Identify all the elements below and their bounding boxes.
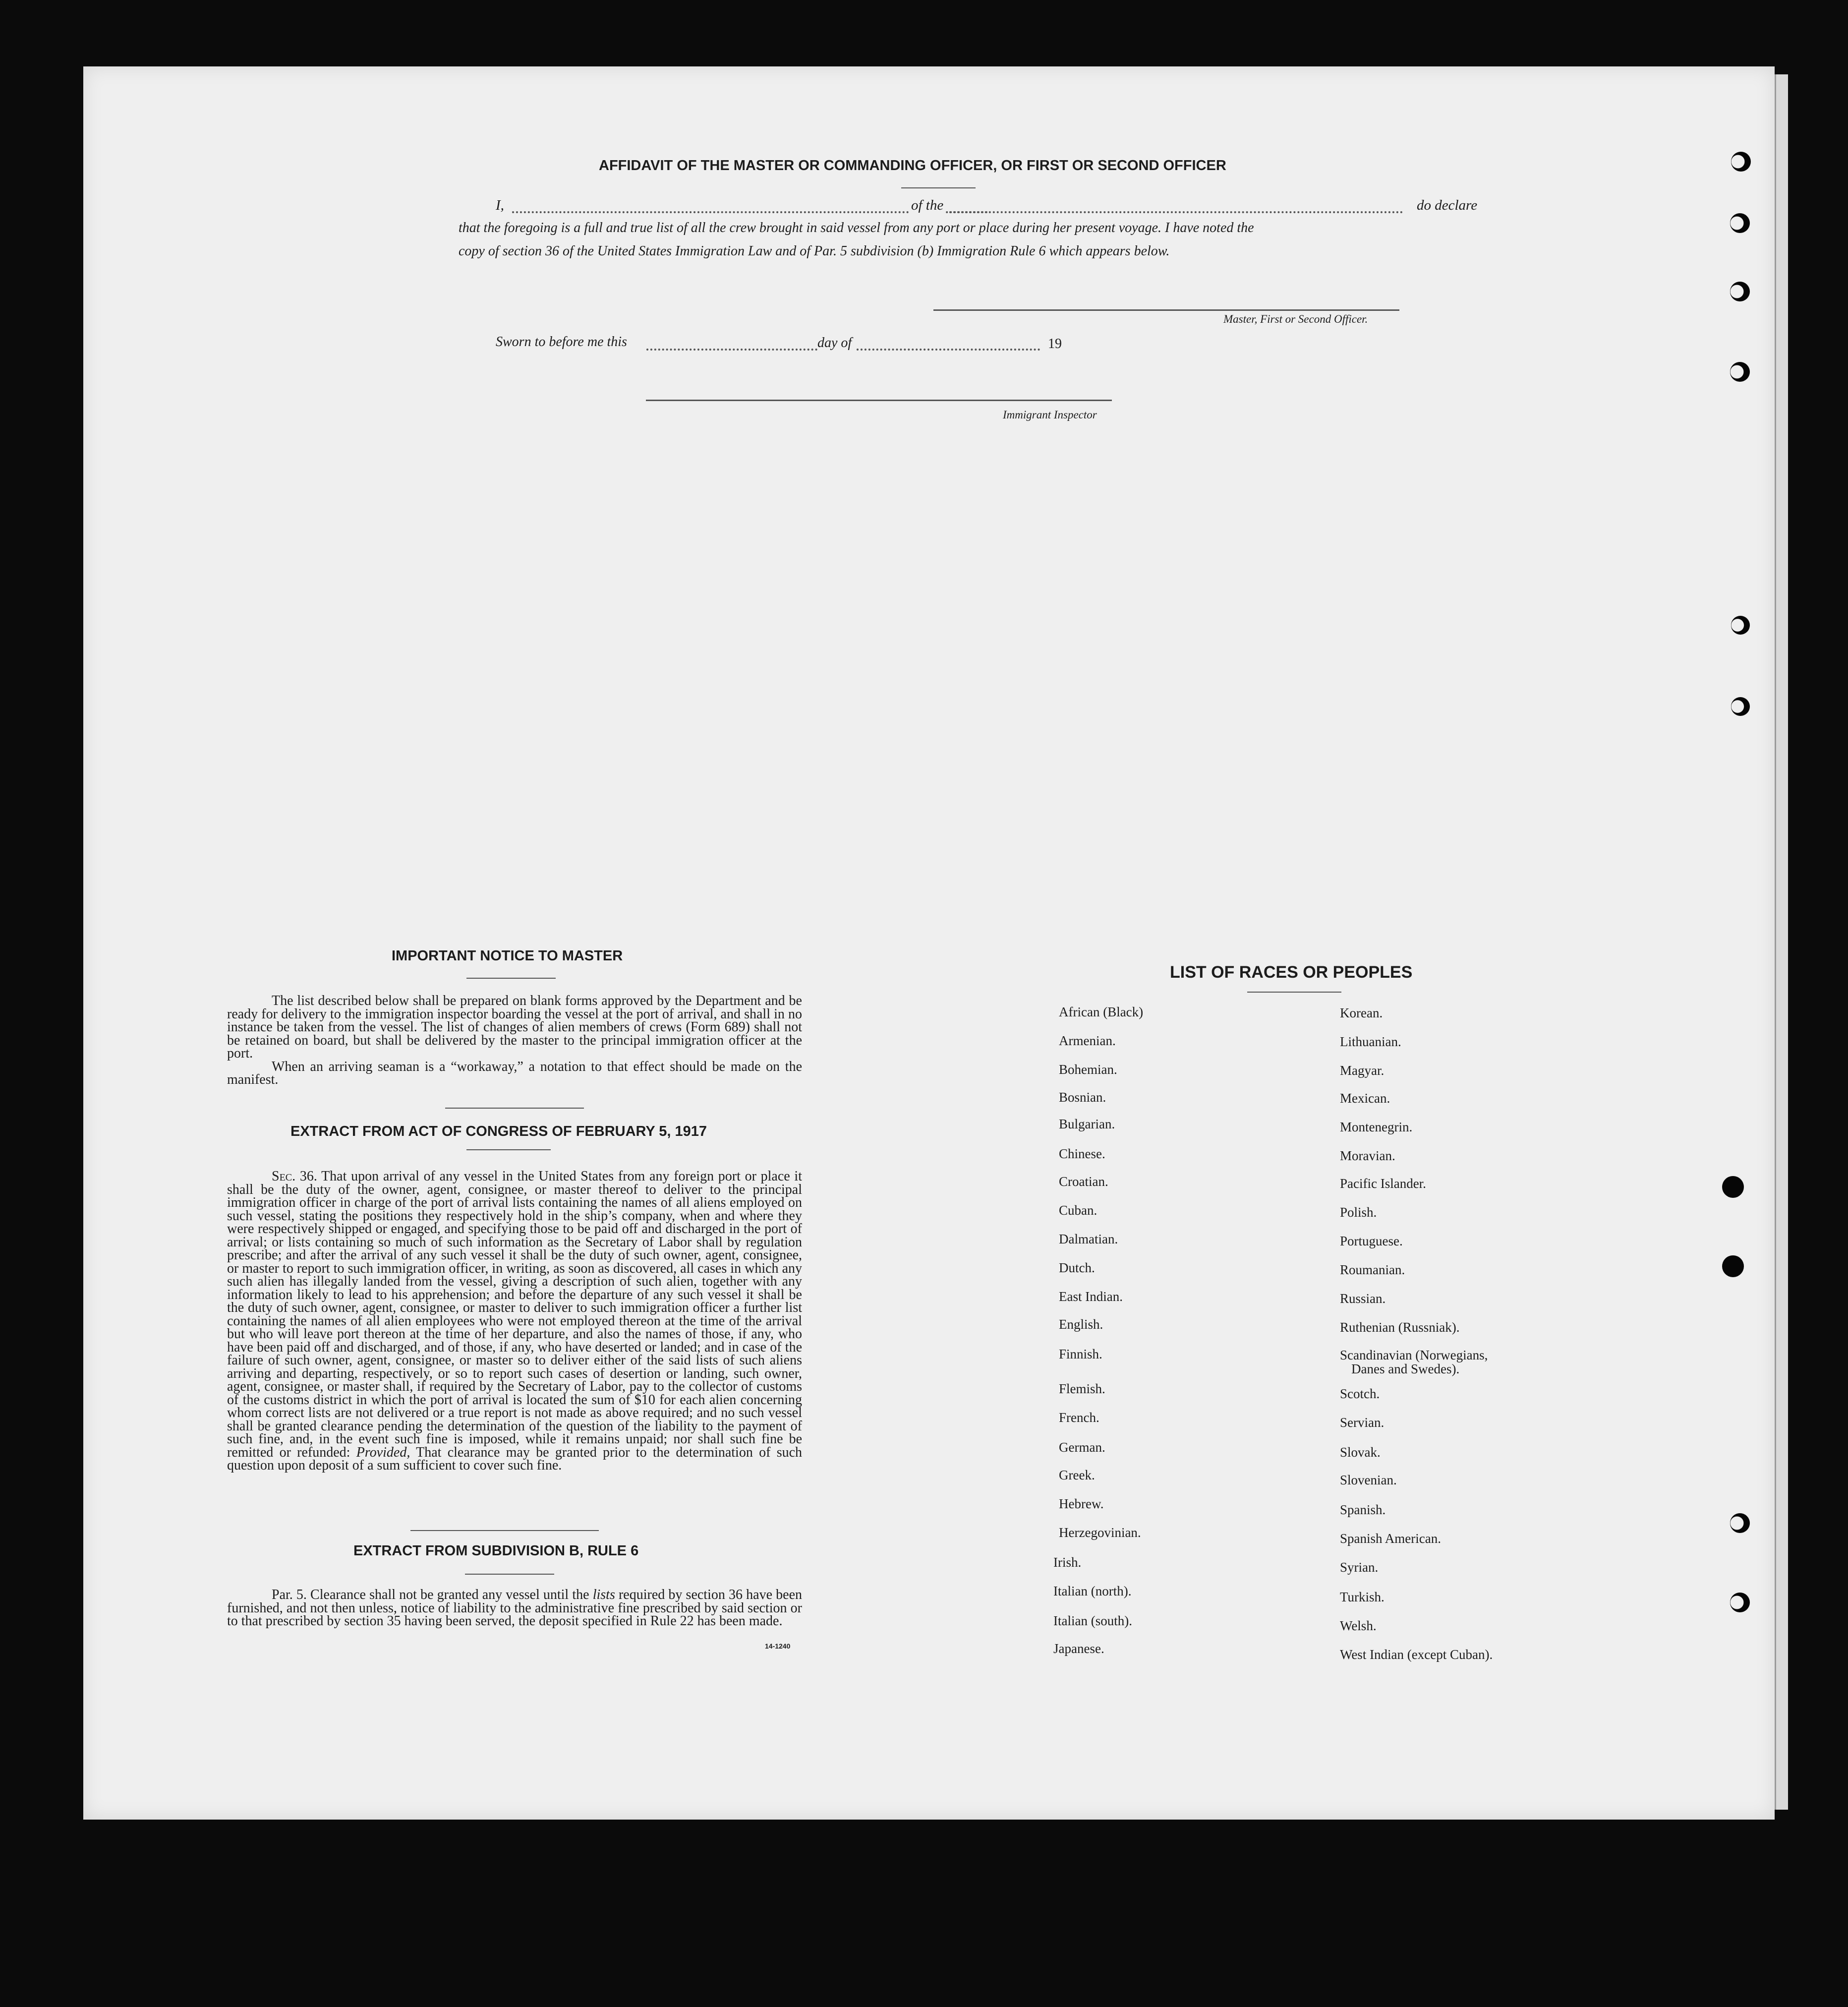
race-left-item: Dutch. — [1059, 1260, 1095, 1275]
race-left-item: English. — [1059, 1317, 1103, 1332]
race-left-item: Hebrew. — [1059, 1496, 1104, 1511]
race-right-item: Mexican. — [1340, 1091, 1390, 1106]
race-right-item: Turkish. — [1340, 1590, 1385, 1604]
race-left-item: Cuban. — [1059, 1203, 1097, 1218]
race-right-item: Slovak. — [1340, 1445, 1381, 1460]
section-divider-2 — [410, 1530, 599, 1531]
race-right-item: Montenegrin. — [1340, 1120, 1413, 1134]
affidavit-statement-line3: copy of section 36 of the United States Immigration Law and of Par. 5 subdivision (b) Immigration Rule 6 which appears below. — [459, 243, 1170, 259]
binder-hole — [1722, 1255, 1744, 1277]
binder-hole — [1722, 1176, 1744, 1198]
race-left-item: Chinese. — [1059, 1146, 1105, 1161]
notice-paragraph-1: The list described below shall be prepared on blank forms approved by the Department and be ready for delivery to the immigration inspector boarding the vessel at the port of arrival, and shall in no instance be taken from the vessel. The list of changes of alien members of crews (Form 689) shall not be retained on board, but shall be delivered by the master to the principal immigration officer at the port. — [227, 993, 802, 1061]
form-number: 14-1240 — [765, 1642, 791, 1650]
binder-hole — [1730, 362, 1750, 382]
race-right-item: Slovenian. — [1340, 1473, 1397, 1487]
extract-rule-title: EXTRACT FROM SUBDIVISION B, RULE 6 — [353, 1543, 639, 1559]
affidavit-of-the: of the — [909, 197, 945, 214]
race-right-item: Scandinavian (Norwegians, — [1340, 1348, 1488, 1362]
races-title: LIST OF RACES OR PEOPLES — [1170, 963, 1413, 982]
race-left-item: Irish. — [1053, 1555, 1082, 1570]
race-left-item: East Indian. — [1059, 1289, 1123, 1304]
race-left-item: African (Black) — [1059, 1004, 1144, 1019]
page-edge — [1775, 74, 1788, 1810]
race-left-item: Italian (north). — [1053, 1584, 1132, 1598]
race-right-item: Scotch. — [1340, 1386, 1380, 1401]
affidavit-i: I, — [496, 197, 504, 213]
section-36-label: Sec. 36. — [272, 1169, 317, 1184]
affidavit-title: AFFIDAVIT OF THE MASTER OR COMMANDING OFFICER, OR FIRST OR SECOND OFFICER — [599, 158, 1226, 174]
race-right-item: Spanish. — [1340, 1502, 1386, 1517]
race-right-item: Pacific Islander. — [1340, 1176, 1426, 1191]
master-signature-label: Master, First or Second Officer. — [1223, 313, 1368, 325]
race-left-item: Armenian. — [1059, 1033, 1116, 1048]
race-right-item: Korean. — [1340, 1005, 1383, 1020]
race-right-item: Danes and Swedes). — [1351, 1361, 1460, 1376]
race-right-item: Roumanian. — [1340, 1262, 1405, 1277]
race-left-item: Dalmatian. — [1059, 1232, 1118, 1246]
race-left-item: Herzegovinian. — [1059, 1525, 1141, 1540]
inspector-signature-line — [646, 400, 1112, 401]
extract-act-title-rule — [466, 1149, 551, 1150]
sworn-prefix: Sworn to before me this — [496, 334, 627, 350]
master-signature-line — [933, 309, 1399, 311]
binder-hole — [1730, 282, 1750, 301]
affidavit-vessel-blank — [949, 211, 1403, 213]
binder-hole — [1731, 152, 1751, 172]
inspector-signature-label: Immigrant Inspector — [1003, 409, 1097, 421]
document-page — [83, 66, 1775, 1820]
race-right-item: West Indian (except Cuban). — [1340, 1647, 1493, 1662]
race-right-item: Moravian. — [1340, 1148, 1395, 1163]
rule-6-tail: required by section 36 have been furnished, and not then unless, notice of liability to the administrative fine prescribed by said section or to that prescribed by section 35 having been served, the deposit specified in Rule 22 has been made. — [227, 1587, 802, 1629]
sworn-month-blank — [857, 349, 1040, 351]
binder-hole — [1731, 697, 1750, 716]
lists-word: lists — [592, 1587, 615, 1602]
races-title-rule — [1247, 992, 1341, 993]
sworn-day-of: day of — [817, 335, 852, 351]
provided-word: Provided, — [356, 1444, 410, 1460]
binder-hole — [1731, 616, 1750, 635]
race-right-item: Russian. — [1340, 1291, 1386, 1306]
race-right-item: Ruthenian (Russniak). — [1340, 1320, 1460, 1335]
race-left-item: Bohemian. — [1059, 1062, 1117, 1077]
race-left-item: Bulgarian. — [1059, 1117, 1115, 1131]
race-right-item: Polish. — [1340, 1205, 1377, 1220]
binder-hole — [1730, 1593, 1750, 1612]
race-left-item: Greek. — [1059, 1468, 1095, 1482]
race-right-item: Lithuanian. — [1340, 1034, 1401, 1049]
binder-hole — [1730, 1513, 1750, 1533]
race-right-item: Magyar. — [1340, 1063, 1385, 1078]
section-36-tail: That clearance may be granted prior to the determination of such question upon deposit of a sum sufficient to cover such fine. — [227, 1444, 803, 1473]
race-left-item: Flemish. — [1059, 1381, 1105, 1396]
notice-paragraph-2: When an arriving seaman is a “workaway,” a notation to that effect should be made on the manifest. — [227, 1059, 802, 1087]
race-right-item: Portuguese. — [1340, 1234, 1403, 1248]
race-right-item: Welsh. — [1340, 1618, 1377, 1633]
race-right-item: Spanish American. — [1340, 1531, 1441, 1546]
race-left-item: Finnish. — [1059, 1347, 1102, 1361]
rule-6-body: Par. 5. Clearance shall not be granted any vessel until the — [272, 1587, 589, 1602]
extract-rule-title-rule — [465, 1574, 554, 1575]
notice-title: IMPORTANT NOTICE TO MASTER — [392, 948, 623, 964]
race-left-item: Croatian. — [1059, 1174, 1108, 1189]
race-left-item: Italian (south). — [1053, 1613, 1132, 1628]
section-divider-1 — [445, 1108, 584, 1109]
extract-act-title: EXTRACT FROM ACT OF CONGRESS OF FEBRUARY 5, 1917 — [290, 1123, 707, 1139]
binder-hole — [1730, 213, 1750, 233]
section-36-body: That upon arrival of any vessel in the United States from any foreign port or place it shall be the duty of the owner, agent, consignee, or master thereof to deliver to the principal immigration officer in charge of the port of arrival lists containing the names of all aliens employed on such vessel, stating the positions they respectively hold in the ship’s company, when and where they were respectively shipped or engaged, and specifying those to be paid off and discharged in the port of arrival; or lists containing so much of such information as the Secretary of Labor shall by regulation prescribe; and after the arrival of any such vessel it shall be the duty of such owner, agent, consignee, or master to report to such immigration officer, in writing, as soon as discovered, all cases in which any such alien has illegally landed from the vessel, giving a description of such alien, together with any information likely to lead to his apprehension; and before the departure of any such vessel it shall be the duty of such owner, agent, consignee, or master to deliver to such immigration officer a further list containing the names of all alien employees who were not employed thereon at the time of the arrival but who will leave port thereon at the time of her departure, and also the names of those, if any, who have been paid off and discharged, and of those, if any, who have deserted or landed; and in case of the failure of such owner, agent, consignee, or master so to deliver either of the said lists of such aliens arriving and departing, respectively, or so to report such cases of desertion or landing, such owner, agent, consignee, or master shall, if required by the Secretary of Labor, pay to the collector of customs of the customs district in which the port of arrival is located the sum of $10 for each alien concerning whom correct lists are not delivered or a true report is not made as above required; and no such vessel shall be granted clearance pending the determination of the question of the liability to the payment of such fine, and, in the event such fine is imposed, while it remains unpaid; nor shall such fine be remitted or refunded: — [227, 1169, 802, 1460]
race-left-item: German. — [1059, 1440, 1105, 1455]
race-left-item: French. — [1059, 1410, 1099, 1425]
affidavit-statement-line2: that the foregoing is a full and true list of all the crew brought in said vessel from any port or place during her present voyage. I have noted the — [459, 220, 1254, 236]
affidavit-title-rule — [901, 187, 976, 188]
race-right-item: Syrian. — [1340, 1560, 1379, 1575]
sworn-year: 19 — [1048, 336, 1062, 352]
section-36-text — [227, 1170, 802, 1473]
sworn-day-blank — [646, 349, 817, 351]
race-right-item: Servian. — [1340, 1415, 1385, 1430]
rule-6-text — [227, 1589, 802, 1628]
affidavit-do-declare: do declare — [1417, 197, 1478, 213]
notice-title-rule — [466, 978, 556, 979]
notice-paragraphs — [227, 995, 802, 1087]
race-left-item: Bosnian. — [1059, 1090, 1106, 1105]
race-left-item: Japanese. — [1053, 1641, 1104, 1656]
